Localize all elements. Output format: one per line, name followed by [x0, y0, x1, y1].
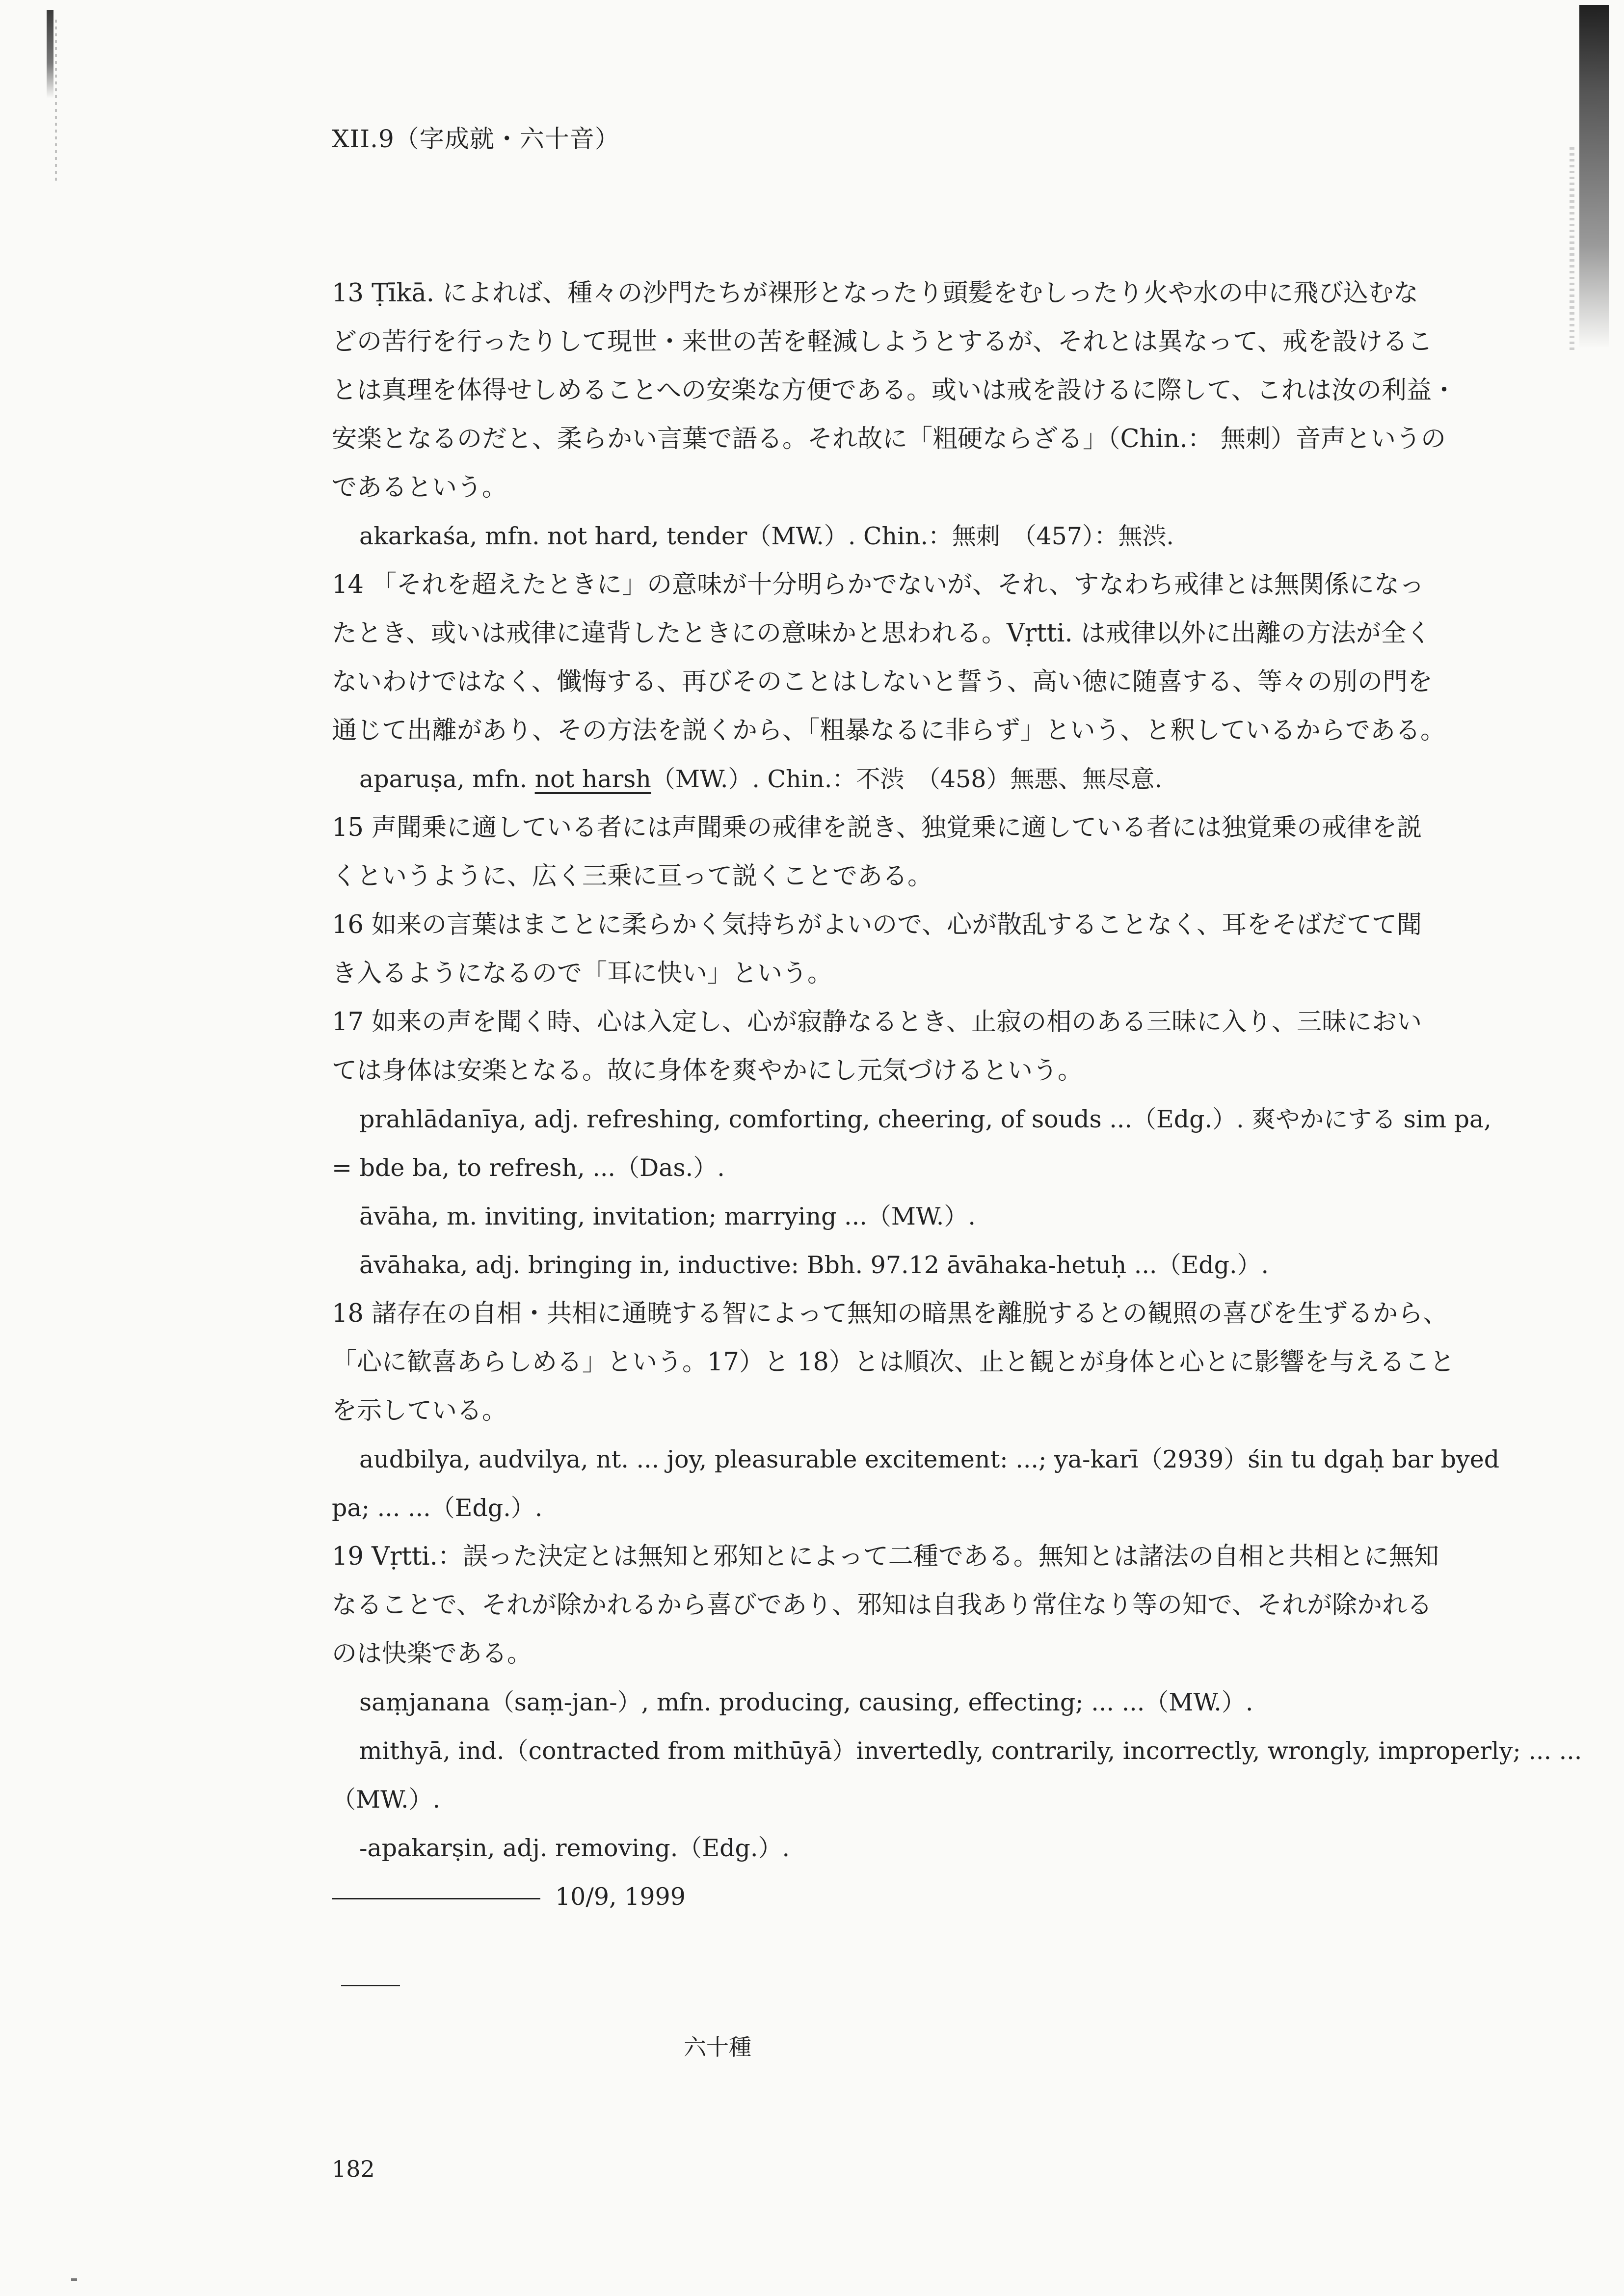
running-header: XII.9（字成就・六十音） [332, 125, 620, 153]
note-paragraph [332, 998, 1510, 1095]
dictionary-entry-continuation: pa; ... ...（Edg.）. [332, 1494, 543, 1522]
text-line: 17 如来の声を聞く時、心は入定し、心が寂静なるとき、止寂の相のある三昧に入り、三昧におい [332, 1008, 1422, 1037]
text-line: とは真理を体得せしめることへの安楽な方便である。或いは戒を設けるに際して、これは汝の利益・ [332, 376, 1457, 405]
dictionary-entry: āvāha, m. inviting, invitation; marrying ...（MW.）. [359, 1202, 976, 1230]
note-paragraph [332, 1532, 1510, 1678]
text-line: を示している。 [332, 1396, 507, 1425]
text-line: ては身体は安楽となる。故に身体を爽やかにし元気づけるという。 [332, 1056, 1083, 1085]
dateline [332, 1872, 1510, 1921]
dictionary-entry: āvāhaka, adj. bringing in, inductive: Bbh. 97.12 āvāhaka-hetuḥ ...（Edg.）. [359, 1251, 1269, 1279]
text-line: 通じて出離があり、その方法を説くから、「粗暴なるに非らず」という、と釈しているからである。 [332, 716, 1445, 745]
text-line: き入るようになるので「耳に快い」という。 [332, 959, 833, 988]
text-line: のは快楽である。 [332, 1639, 532, 1668]
note-paragraph [332, 269, 1510, 512]
footnote-rule [341, 1985, 400, 1986]
dictionary-entry: mithyā, ind.（contracted from mithūyā）invertedly, contrarily, incorrectly, wrongly, improperly; ... ... [359, 1737, 1582, 1765]
text-line: 「心に歓喜あらしめる」という。17）と 18）とは順次、止と観とが身体と心とに影響を与えること [332, 1348, 1455, 1377]
dictionary-entry: saṃjanana（saṃ-jan-）, mfn. producing, causing, effecting; ... ...（MW.）. [359, 1688, 1253, 1716]
scan-edge-mark [47, 10, 53, 98]
note-paragraph [332, 803, 1510, 901]
notes-body [332, 269, 1582, 1921]
scan-speck [71, 2278, 77, 2281]
text-line: 16 如来の言葉はまことに柔らかく気持ちがよいので、心が散乱することなく、耳をそばだてて聞 [332, 910, 1422, 939]
horizontal-rule [332, 1898, 540, 1899]
underlined-gloss: not harsh [534, 765, 651, 793]
note-paragraph [332, 901, 1510, 998]
text-line: なることで、それが除かれるから喜びであり、邪知は自我あり常住なり等の知で、それが除かれる [332, 1591, 1432, 1620]
page-number: 182 [332, 2156, 375, 2182]
text-line: 14 「それを超えたときに」の意味が十分明らかでないが、それ、すなわち戒律とは無関係になっ [332, 570, 1425, 599]
text-line: たとき、或いは戒律に違背したときにの意味かと思われる。Vṛtti. は戒律以外に出離の方法が全く [332, 619, 1431, 648]
text-line: どの苦行を行ったりして現世・来世の苦を軽減しようとするが、それとは異なって、戒を設けるこ [332, 327, 1433, 356]
note-paragraph [332, 561, 1510, 755]
text-line: ないわけではなく、懺悔する、再びそのことはしないと誓う、高い徳に随喜する、等々の別の門を [332, 667, 1433, 696]
section-title-footer: 六十種 [684, 2034, 751, 2060]
dictionary-entry [332, 755, 1510, 803]
text-line: であるという。 [332, 473, 507, 502]
scan-edge-mark [1570, 147, 1574, 353]
text-line: 13 Ṭīkā. によれば、種々の沙門たちが裸形となったり頭髪をむしったり火や水の中に飛び込むな [332, 279, 1419, 308]
dictionary-entry-continuation: = bde ba, to refresh, ...（Das.）. [332, 1154, 725, 1182]
dictionary-entry: prahlādanīya, adj. refreshing, comforting, cheering, of souds ...（Edg.）. 爽やかにする sim pa, [359, 1105, 1491, 1133]
text-line: 19 Vṛtti.：誤った決定とは無知と邪知とによって二種である。無知とは諸法の自相と共相とに無知 [332, 1542, 1439, 1571]
entry-headword: aparuṣa, mfn. [359, 765, 535, 793]
scan-edge-mark [1579, 5, 1609, 348]
dictionary-entry-continuation: （MW.）. [332, 1786, 441, 1814]
text-line: 安楽となるのだと、柔らかい言葉で語る。それ故に「粗硬ならざる」（Chin.： 無刺）音声というの [332, 425, 1446, 454]
note-paragraph [332, 1289, 1510, 1435]
dictionary-entry: akarkaśa, mfn. not hard, tender（MW.）. Chin.：無刺 （457）：無渋. [359, 522, 1174, 550]
text-line: 18 諸存在の自相・共相に通暁する智によって無知の暗黒を離脱するとの観照の喜びを生ずるから、 [332, 1299, 1448, 1328]
dictionary-entry: -apakarṣin, adj. removing.（Edg.）. [359, 1834, 790, 1862]
dictionary-entry: audbilya, audvilya, nt. ... joy, pleasurable excitement: ...; ya-karī（2939）śin tu dgaḥ bar byed [359, 1445, 1500, 1473]
scan-edge-mark [55, 20, 57, 182]
entry-rest: （MW.）. Chin.：不渋 （458）無悪、無尽意. [651, 765, 1162, 793]
date-text: 10/9, 1999 [555, 1883, 686, 1911]
text-line: くというように、広く三乗に亘って説くことである。 [332, 862, 933, 891]
text-line: 15 声聞乗に適している者には声聞乗の戒律を説き、独覚乗に適している者には独覚乗の戒律を説 [332, 813, 1422, 842]
